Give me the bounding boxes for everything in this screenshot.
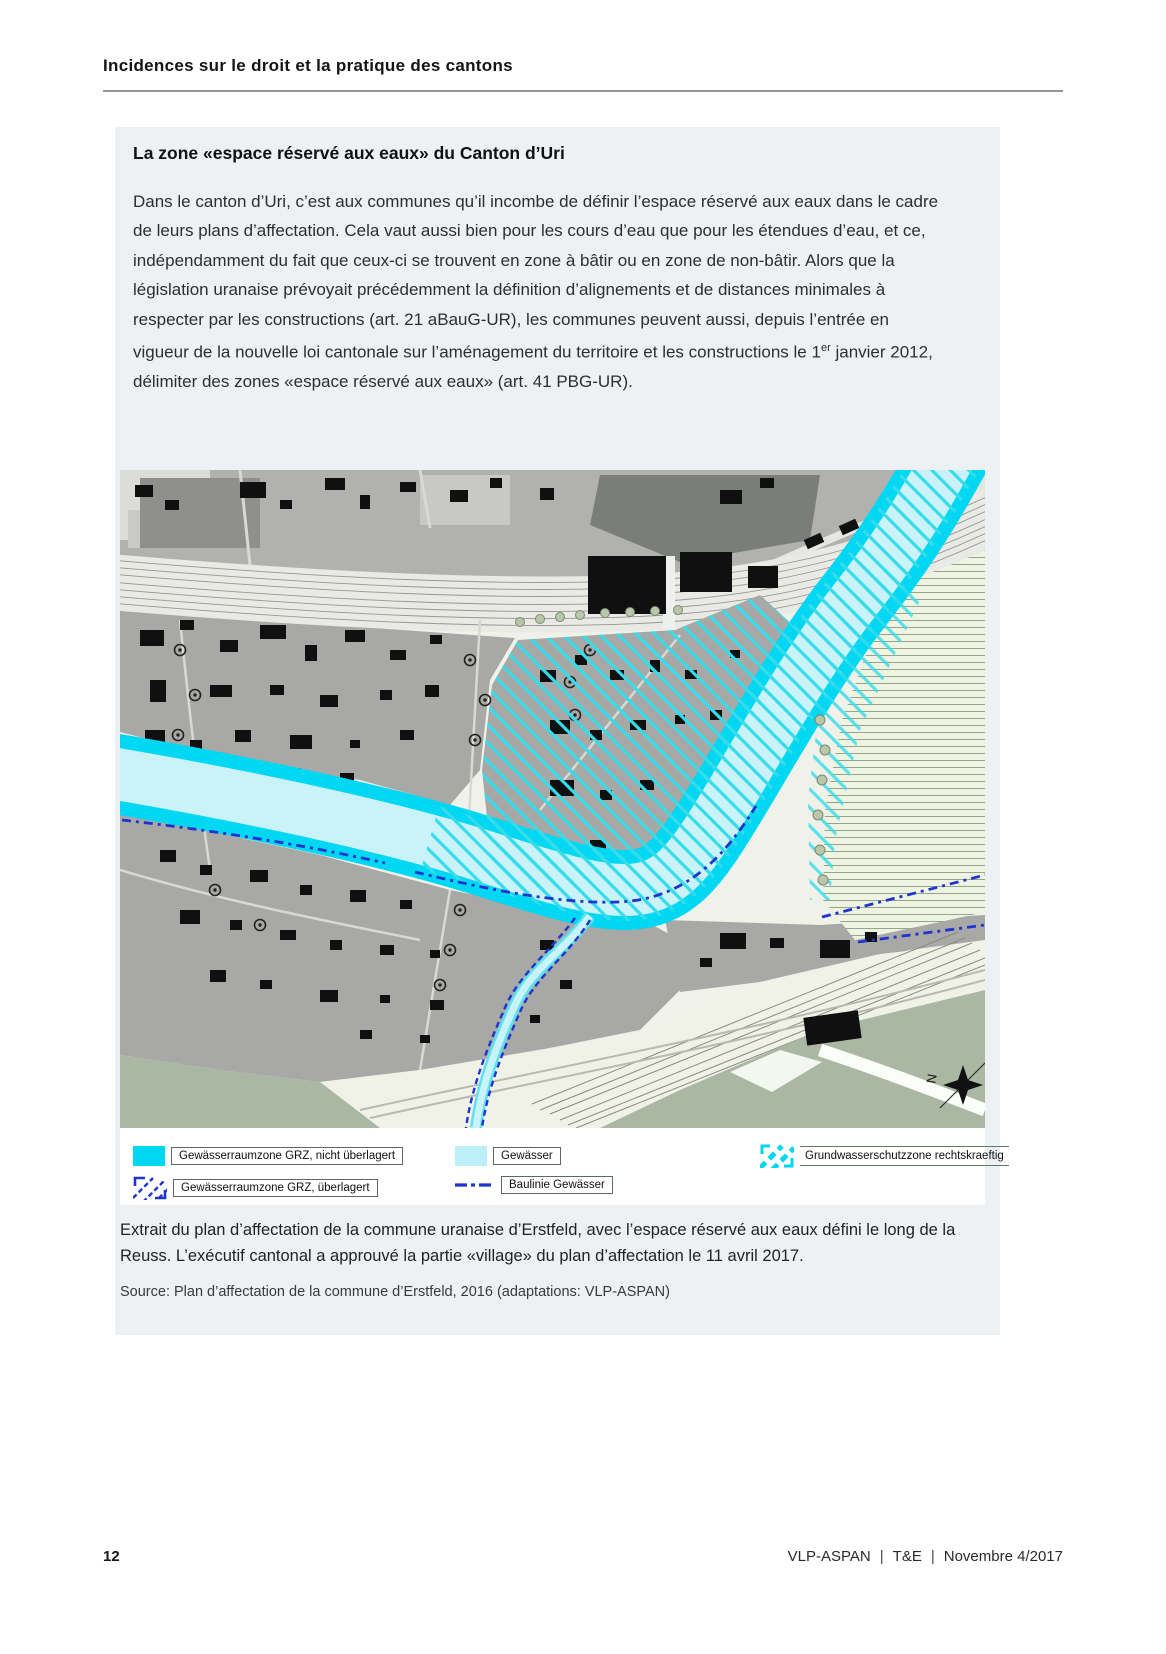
legend-item-grz-overlaid <box>133 1176 378 1200</box>
running-header: Incidences sur le droit et la pratique des cantons <box>103 56 513 75</box>
paragraph-text-1: Dans le canton d’Uri, c’est aux communes qu’il incombe de définir l’espace réservé aux eaux dans le cadre de leurs plans d’affectation. Cela vaut aussi bien pour les cours d’eau que pour les étendues d’eau, et ce, indépendamment du fait que ceux-ci se trouvent en zone à bâtir ou en zone de non-bâtir. Alors que la législation uranaise prévoyait précédemment la définition d’alignements et de distances minimales à respecter par les constructions (art. 21 aBauG-UR), les communes peuvent aussi, depuis l’entrée en vigueur de la nouvelle loi cantonale sur l’aménagement du territoire et les constructions le 1 <box>133 192 939 362</box>
legend-item-grz-not-overlaid <box>133 1146 403 1166</box>
superscript-er: er <box>820 342 831 355</box>
grz-cyan-swatch <box>133 1146 165 1166</box>
map-legend <box>120 1128 1004 1205</box>
legend-item-groundwater-zone <box>760 1144 1009 1168</box>
body-paragraph <box>133 187 949 397</box>
paragraph-text-2: janvier 2012, délimiter des zones «espace réservé aux eaux» (art. 41 PBG-UR). <box>133 342 933 392</box>
footer-imprint <box>788 1548 1063 1565</box>
legend-label: Grundwasserschutzzone rechtskraeftig <box>800 1146 1009 1166</box>
footer-issue: Novembre 4/2017 <box>943 1548 1063 1565</box>
blue-dash-line-symbol <box>455 1180 495 1190</box>
water-swatch <box>455 1146 487 1166</box>
article-title: La zone «espace réservé aux eaux» du Canton d’Uri <box>133 143 565 163</box>
header-rule <box>103 90 1063 92</box>
figure-source: Source: Plan d’affectation de la commune d’Erstfeld, 2016 (adaptations: VLP-ASPAN) <box>120 1284 670 1300</box>
legend-label: Gewässer <box>493 1147 561 1165</box>
footer-separator: | <box>879 1548 884 1565</box>
footer-separator: | <box>930 1548 935 1565</box>
legend-label: Gewässerraumzone GRZ, überlagert <box>173 1179 378 1197</box>
zoning-map-figure <box>120 470 1004 1205</box>
cyan-diagonal-hatch-swatch <box>760 1144 794 1168</box>
legend-item-baulinie <box>455 1176 613 1194</box>
zoning-map <box>120 470 985 1128</box>
footer-publisher: VLP-ASPAN <box>787 1548 871 1565</box>
legend-label: Baulinie Gewässer <box>501 1176 613 1194</box>
blue-diagonal-hatch-swatch <box>133 1176 167 1200</box>
legend-label: Gewässerraumzone GRZ, nicht überlagert <box>171 1147 403 1165</box>
page-number: 12 <box>103 1548 120 1565</box>
infobox <box>115 127 1004 1335</box>
legend-item-water <box>455 1146 561 1166</box>
footer-journal: T&E <box>892 1548 922 1565</box>
figure-caption: Extrait du plan d’affectation de la commune uranaise d’Erstfeld, avec l’espace réservé aux eaux défini le long de la Reuss. L’exécutif cantonal a approuvé la partie «village» du plan d’affectation le 11 avril 2017. <box>120 1221 956 1265</box>
north-label: N <box>923 1072 940 1085</box>
